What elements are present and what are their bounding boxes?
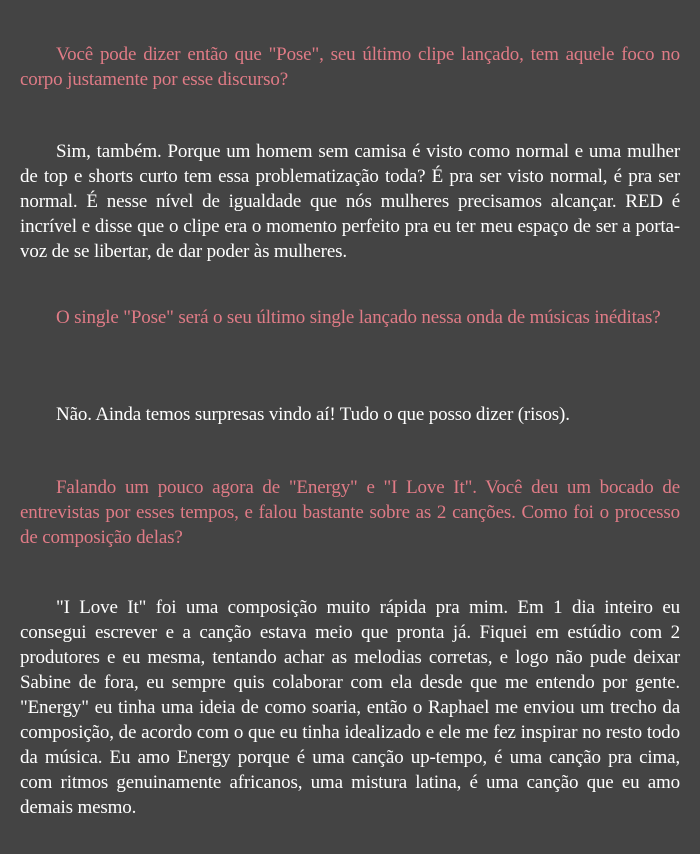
interview-answer: Não. Ainda temos surpresas vindo aí! Tudo o que posso dizer (risos). xyxy=(56,404,570,425)
interview-question: Você pode dizer então que "Pose", seu último clipe lançado, tem aquele foco no corpo justamente por esse discurso? xyxy=(20,44,680,90)
interview-question: Falando um pouco agora de "Energy" e "I Love It". Você deu um bocado de entrevistas por esses tempos, e falou bastante sobre as 2 canções. Como foi o processo de composição delas? xyxy=(20,477,680,548)
interview-answer: "I Love It" foi uma composição muito rápida pra mim. Em 1 dia inteiro eu consegui escrever e a canção estava meio que pronta já. Fiquei em estúdio com 2 produtores e eu mesma, tentando achar as melodias corretas, e logo não pude deixar Sabine de fora, eu sempre quis colaborar com ela desde que me entendo por gente. "Energy" eu tinha uma ideia de como soaria, então o Raphael me enviou um trecho da composição, de acordo com o que eu tinha idealizado e ele me fez inspirar no resto todo da música. Eu amo Energy porque é uma canção up-tempo, é uma canção pra cima, com ritmos genuinamente africanos, uma mistura latina, é uma canção que eu amo demais mesmo. xyxy=(20,597,680,818)
interview-question: O single "Pose" será o seu último single lançado nessa onda de músicas inéditas? xyxy=(56,307,661,328)
interview-answer: Sim, também. Porque um homem sem camisa é visto como normal e uma mulher de top e shorts curto tem essa problematização toda? É pra ser visto normal, é pra ser normal. É nesse nível de igualdade que nós mulheres precisamos alcançar. RED é incrível e disse que o clipe era o momento perfeito pra eu ter meu espaço de ser a porta-voz de se libertar, de dar poder às mulheres. xyxy=(20,141,680,262)
